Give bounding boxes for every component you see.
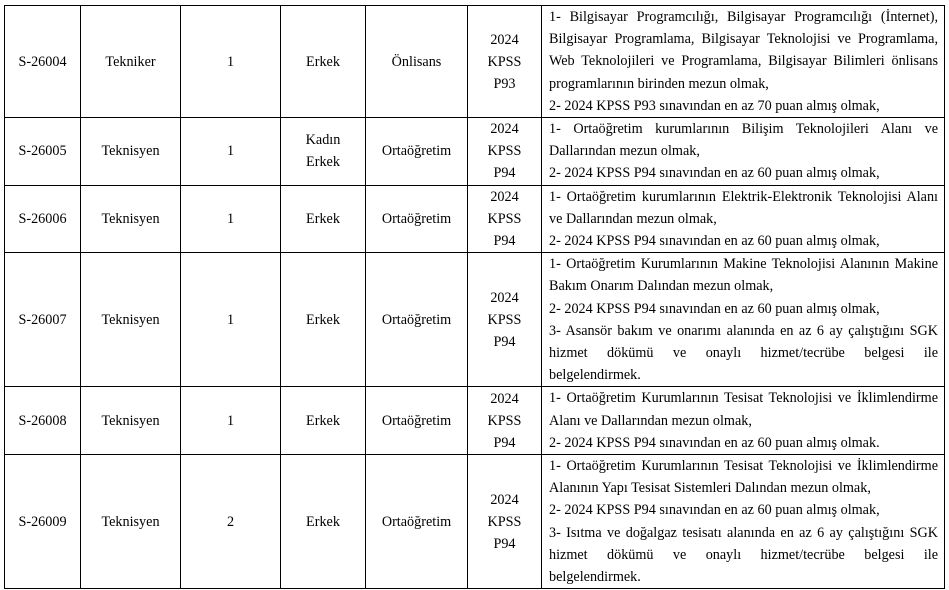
requirement-item: 2- 2024 KPSS P94 sınavından en az 60 puan almış olmak, bbox=[549, 233, 880, 250]
table-row bbox=[5, 387, 945, 455]
gender-cell bbox=[281, 455, 366, 589]
table-row bbox=[5, 118, 945, 186]
education-level-cell: Ortaöğretim bbox=[366, 118, 468, 186]
kpss-line: P94 bbox=[493, 232, 516, 249]
kpss-line: P94 bbox=[493, 434, 516, 451]
position-code-cell: S-26007 bbox=[5, 253, 81, 387]
requirement-item: 1- Ortaöğretim kurumlarının Elektrik-Elektronik Teknolojisi Alanı ve Dallarından mezun olmak, bbox=[549, 188, 938, 227]
gender-cell bbox=[281, 118, 366, 186]
gender-value: Erkek bbox=[306, 513, 340, 530]
kpss-line: KPSS bbox=[487, 513, 522, 530]
kpss-cell bbox=[468, 6, 542, 118]
requirements-cell bbox=[542, 387, 945, 455]
kpss-line: P93 bbox=[493, 75, 516, 92]
gender-cell bbox=[281, 253, 366, 387]
kpss-line: 2024 bbox=[490, 491, 519, 508]
requirement-item: 1- Ortaöğretim Kurumlarının Tesisat Teknolojisi ve İklimlendirme Alanının Yapı Tesisat Sistemleri Dalından mezun olmak, bbox=[549, 458, 938, 497]
education-level-cell: Ortaöğretim bbox=[366, 253, 468, 387]
kpss-line: 2024 bbox=[490, 121, 519, 138]
education-level-cell: Ortaöğretim bbox=[366, 455, 468, 589]
kpss-line: P94 bbox=[493, 165, 516, 182]
education-level-cell: Ortaöğretim bbox=[366, 185, 468, 253]
gender-value: Erkek bbox=[306, 311, 340, 328]
position-title-cell: Teknisyen bbox=[81, 455, 181, 589]
position-code-cell: S-26009 bbox=[5, 455, 81, 589]
table-body bbox=[5, 6, 945, 589]
kpss-cell bbox=[468, 118, 542, 186]
position-count-cell: 2 bbox=[181, 455, 281, 589]
table-row bbox=[5, 455, 945, 589]
job-requirements-table bbox=[4, 5, 945, 589]
gender-value: Erkek bbox=[306, 210, 340, 227]
position-code-cell: S-26008 bbox=[5, 387, 81, 455]
kpss-cell bbox=[468, 387, 542, 455]
kpss-line: 2024 bbox=[490, 390, 519, 407]
requirement-item: 1- Ortaöğretim kurumlarının Bilişim Teknolojileri Alanı ve Dallarından mezun olmak, bbox=[549, 121, 938, 160]
gender-value: Erkek bbox=[306, 154, 340, 171]
position-count-cell: 1 bbox=[181, 185, 281, 253]
requirement-item: 3- Isıtma ve doğalgaz tesisatı alanında en az 6 ay çalıştığını SGK hizmet dökümü ve onaylı hizmet/tecrübe belgesi ile belgelendirmek. bbox=[549, 524, 938, 586]
requirement-item: 2- 2024 KPSS P94 sınavından en az 60 puan almış olmak. bbox=[549, 434, 880, 451]
requirement-item: 3- Asansör bakım ve onarımı alanında en az 6 ay çalıştığını SGK hizmet dökümü ve onaylı hizmet/tecrübe belgesi ile belgelendirmek. bbox=[549, 322, 938, 384]
position-count-cell: 1 bbox=[181, 118, 281, 186]
kpss-line: KPSS bbox=[487, 412, 522, 429]
kpss-line: P94 bbox=[493, 535, 516, 552]
kpss-cell bbox=[468, 455, 542, 589]
position-count-cell: 1 bbox=[181, 253, 281, 387]
requirements-cell bbox=[542, 455, 945, 589]
table-row bbox=[5, 6, 945, 118]
kpss-line: KPSS bbox=[487, 53, 522, 70]
gender-cell bbox=[281, 6, 366, 118]
gender-cell bbox=[281, 185, 366, 253]
requirement-item: 2- 2024 KPSS P94 sınavından en az 60 puan almış olmak, bbox=[549, 502, 880, 519]
table-row bbox=[5, 185, 945, 253]
requirements-cell bbox=[542, 253, 945, 387]
kpss-line: 2024 bbox=[490, 31, 519, 48]
requirement-item: 2- 2024 KPSS P93 sınavından en az 70 puan almış olmak, bbox=[549, 97, 880, 114]
kpss-line: KPSS bbox=[487, 210, 522, 227]
kpss-line: KPSS bbox=[487, 311, 522, 328]
kpss-line: KPSS bbox=[487, 143, 522, 160]
kpss-cell bbox=[468, 185, 542, 253]
gender-value: Erkek bbox=[306, 412, 340, 429]
position-code-cell: S-26006 bbox=[5, 185, 81, 253]
requirement-item: 2- 2024 KPSS P94 sınavından en az 60 puan almış olmak, bbox=[549, 165, 880, 182]
gender-cell bbox=[281, 387, 366, 455]
kpss-line: P94 bbox=[493, 333, 516, 350]
position-title-cell: Teknisyen bbox=[81, 253, 181, 387]
education-level-cell: Ortaöğretim bbox=[366, 387, 468, 455]
position-code-cell: S-26004 bbox=[5, 6, 81, 118]
kpss-line: 2024 bbox=[490, 289, 519, 306]
gender-value: Kadın bbox=[305, 132, 341, 149]
position-count-cell: 1 bbox=[181, 6, 281, 118]
requirement-item: 1- Bilgisayar Programcılığı, Bilgisayar Programcılığı (İnternet), Bilgisayar Programlama, Bilgisayar Teknolojisi ve Programlama, Web Teknolojileri ve Programlama, Bilgisayar Bilimleri önlisans programlarının birinden mezun olmak, bbox=[549, 9, 938, 92]
requirements-cell bbox=[542, 118, 945, 186]
kpss-line: 2024 bbox=[490, 188, 519, 205]
requirement-item: 1- Ortaöğretim Kurumlarının Tesisat Teknolojisi ve İklimlendirme Alanı ve Dallarından mezun olmak, bbox=[549, 390, 938, 429]
position-count-cell: 1 bbox=[181, 387, 281, 455]
position-title-cell: Teknisyen bbox=[81, 387, 181, 455]
requirements-cell bbox=[542, 185, 945, 253]
position-title-cell: Teknisyen bbox=[81, 118, 181, 186]
gender-value: Erkek bbox=[306, 53, 340, 70]
kpss-cell bbox=[468, 253, 542, 387]
requirement-item: 1- Ortaöğretim Kurumlarının Makine Teknolojisi Alanının Makine Bakım Onarım Dalından mezun olmak, bbox=[549, 256, 938, 295]
requirements-cell bbox=[542, 6, 945, 118]
requirement-item: 2- 2024 KPSS P94 sınavından en az 60 puan almış olmak, bbox=[549, 300, 880, 317]
education-level-cell: Önlisans bbox=[366, 6, 468, 118]
position-title-cell: Teknisyen bbox=[81, 185, 181, 253]
table-row bbox=[5, 253, 945, 387]
position-code-cell: S-26005 bbox=[5, 118, 81, 186]
position-title-cell: Tekniker bbox=[81, 6, 181, 118]
